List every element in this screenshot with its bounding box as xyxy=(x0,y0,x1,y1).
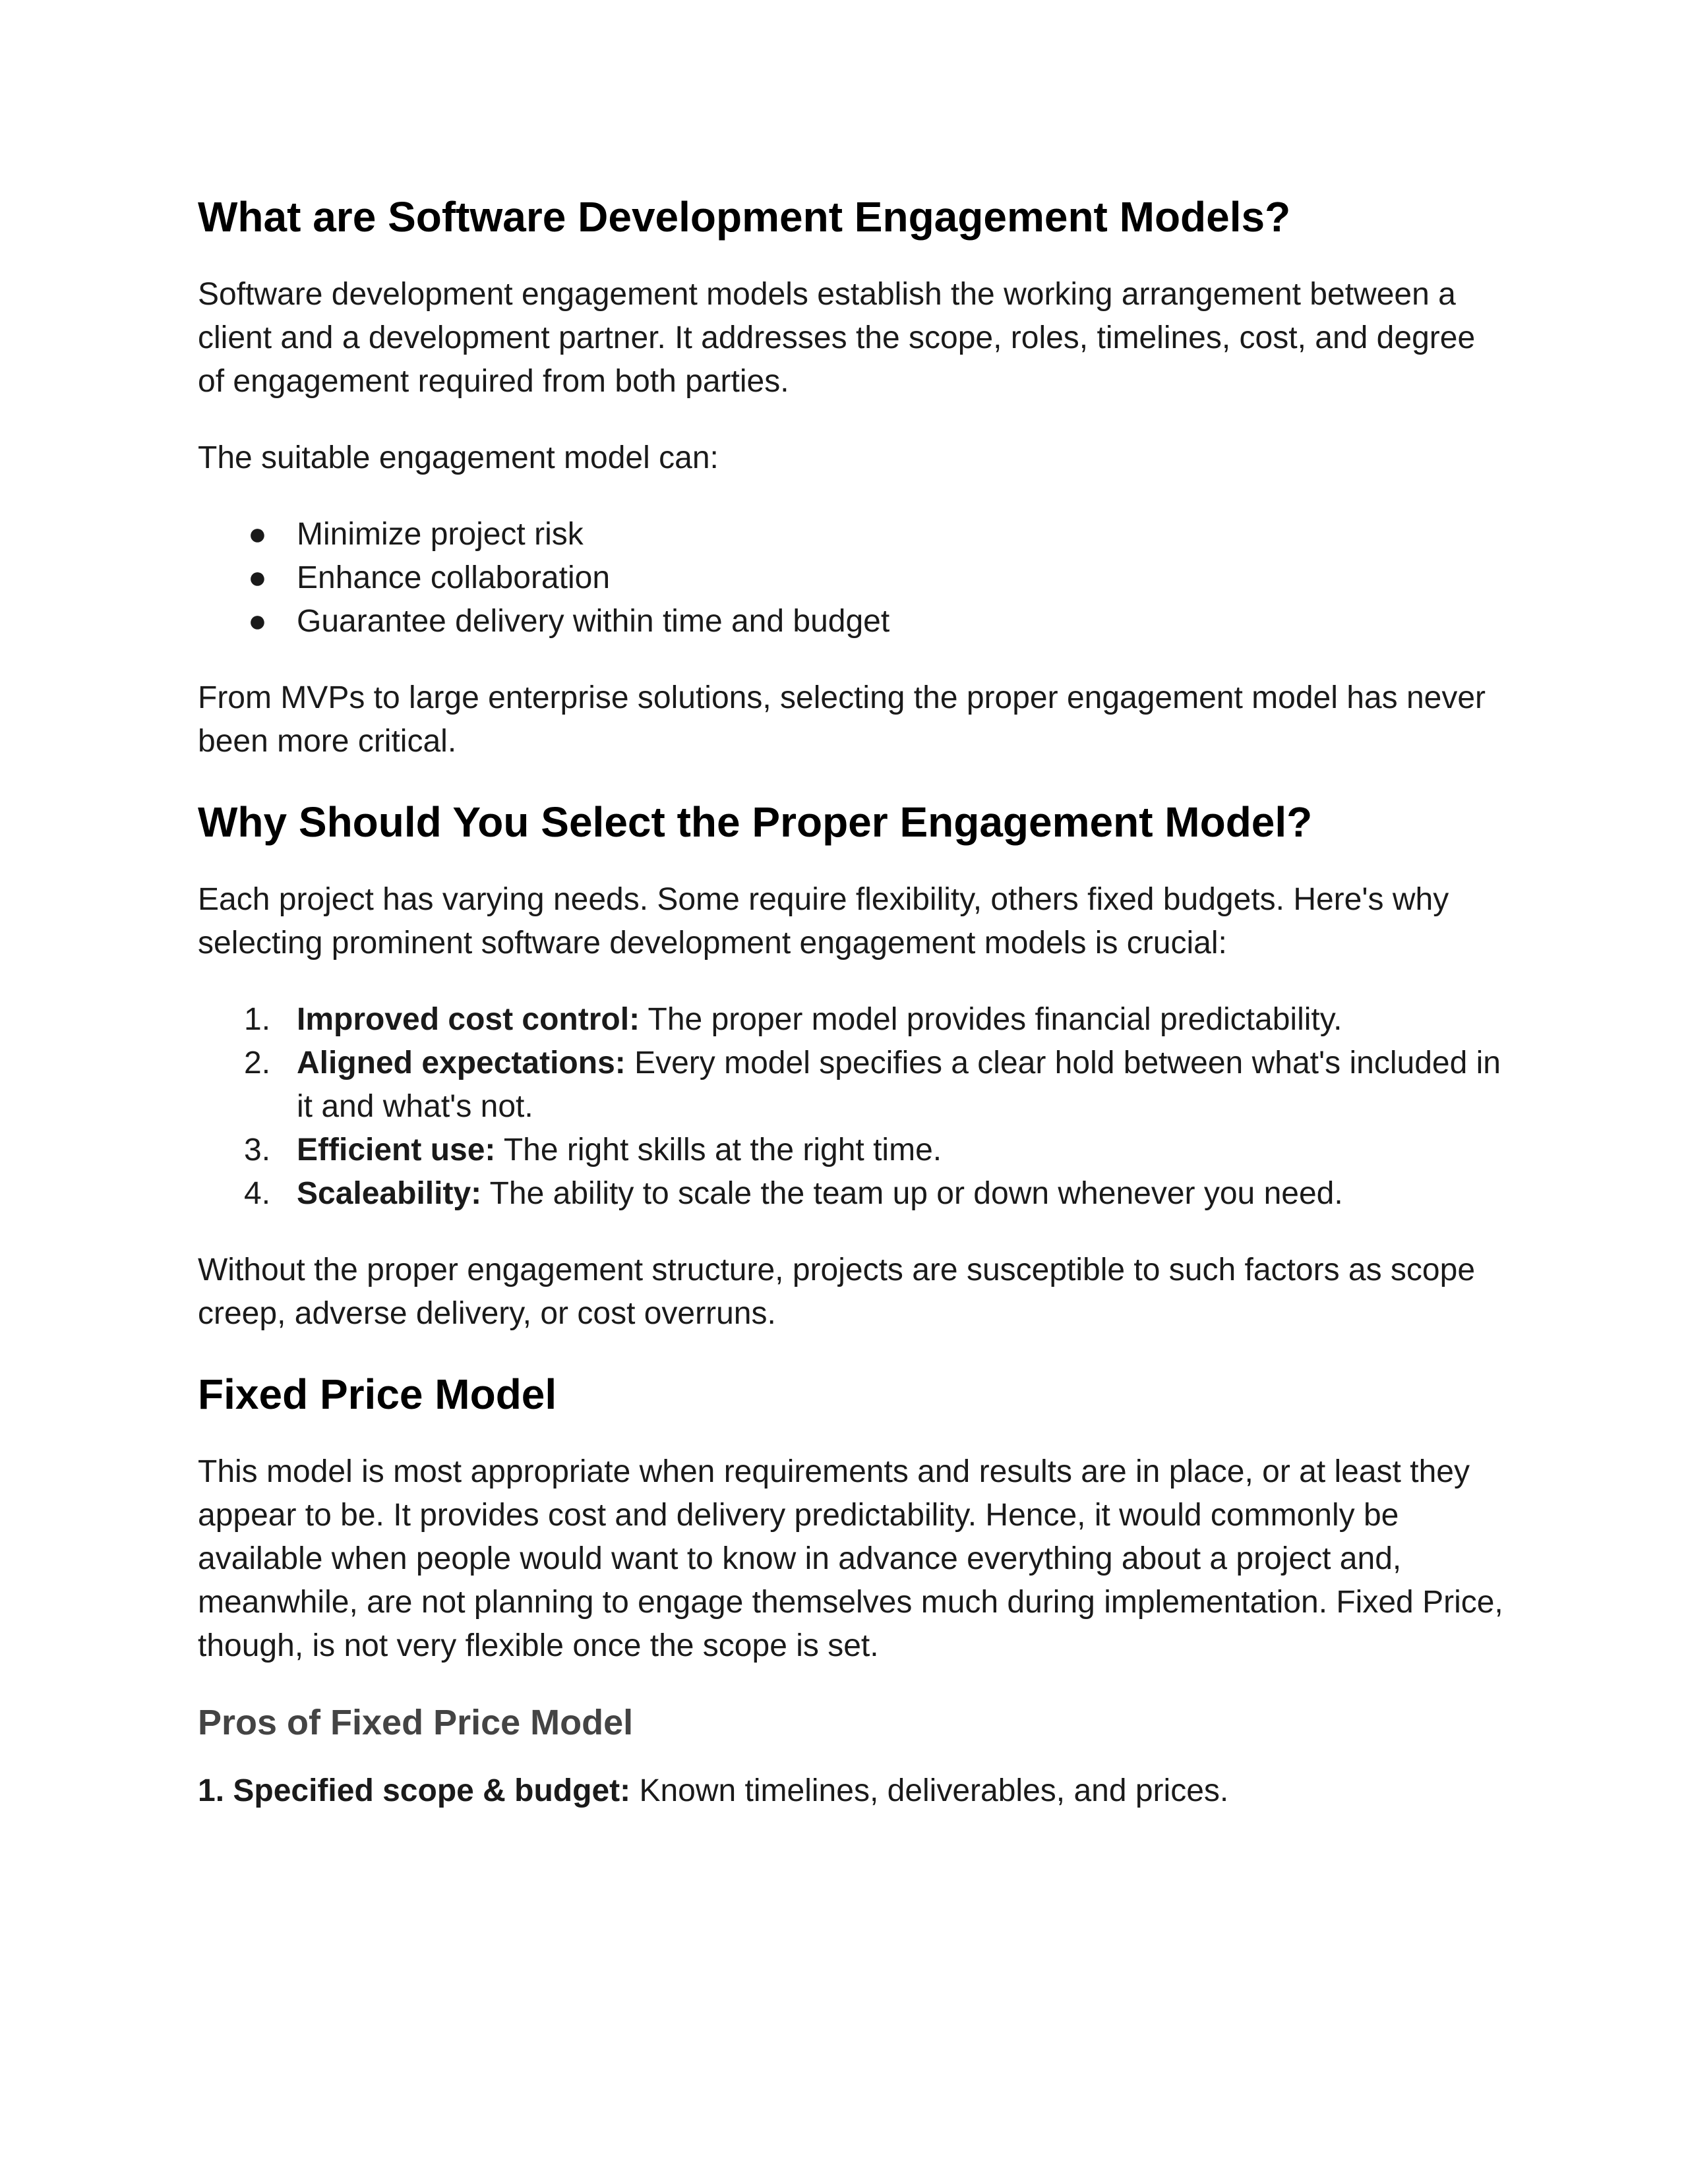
paragraph-mvps: From MVPs to large enterprise solutions, selecting the proper engagement model has never been more critical. xyxy=(198,680,1486,759)
benefits-bullet-list xyxy=(198,513,1503,643)
paragraph-suitable-model: The suitable engagement model can: xyxy=(198,440,719,475)
paragraph-definition: Software development engagement models establish the working arrangement between a client and a development partner. It addresses the scope, roles, timelines, cost, and degree of engagement required from both parties. xyxy=(198,277,1476,399)
section-heading-fixed-price: Fixed Price Model xyxy=(198,1371,557,1418)
list-item-text: The ability to scale the team up or down whenever you need. xyxy=(481,1176,1343,1211)
list-item-text: Guarantee delivery within time and budget xyxy=(297,604,890,639)
list-item-text: Enhance collaboration xyxy=(297,560,611,595)
list-number: 2. xyxy=(244,1046,271,1080)
paragraph-varying-needs: Each project has varying needs. Some require flexibility, others fixed budgets. Here's why selecting prominent software development engagement models is crucial: xyxy=(198,882,1449,960)
paragraph-pro-1 xyxy=(198,1769,1503,1813)
bullet-icon: ● xyxy=(248,517,267,552)
list-item xyxy=(198,998,1503,1042)
pro-1-text: Known timelines, deliverables, and prices. xyxy=(630,1773,1229,1808)
list-item-text: Every model specifies a clear hold between what's included in it and what's not. xyxy=(297,1046,1501,1124)
reasons-numbered-list xyxy=(198,998,1503,1216)
list-item-bold: Scaleability: xyxy=(297,1176,482,1211)
section-heading-why-select: Why Should You Select the Proper Engagement Model? xyxy=(198,798,1313,846)
list-item-bold: Improved cost control: xyxy=(297,1002,640,1037)
list-item-text: The proper model provides financial predictability. xyxy=(640,1002,1342,1037)
list-item xyxy=(198,556,1503,600)
list-item-bold: Efficient use: xyxy=(297,1133,496,1167)
list-item xyxy=(198,513,1503,556)
bullet-icon: ● xyxy=(248,604,267,639)
list-item xyxy=(198,600,1503,643)
list-item xyxy=(198,1172,1503,1216)
subheading-pros-fixed-price: Pros of Fixed Price Model xyxy=(198,1703,634,1742)
list-number: 3. xyxy=(244,1133,271,1167)
section-heading-engagement-models: What are Software Development Engagement Models? xyxy=(198,193,1291,241)
paragraph-without-structure: Without the proper engagement structure, projects are susceptible to such factors as scope creep, adverse delivery, or cost overruns. xyxy=(198,1253,1476,1331)
list-item xyxy=(198,1042,1503,1129)
list-number: 4. xyxy=(244,1176,271,1211)
bullet-icon: ● xyxy=(248,560,267,595)
list-item xyxy=(198,1129,1503,1172)
document-page xyxy=(198,191,1503,1846)
pro-1-bold: 1. Specified scope & budget: xyxy=(198,1773,631,1808)
list-number: 1. xyxy=(244,1002,271,1037)
paragraph-fixed-price: This model is most appropriate when requirements and results are in place, or at least they appear to be. It provides cost and delivery predictability. Hence, it would commonly be available when people would want to know in advance everything about a project and, meanwhile, are not planning to engage themselves much during implementation. Fixed Price, though, is not very flexible once the scope is set. xyxy=(198,1454,1503,1663)
list-item-text: Minimize project risk xyxy=(297,517,584,552)
list-item-bold: Aligned expectations: xyxy=(297,1046,626,1080)
list-item-text: The right skills at the right time. xyxy=(495,1133,942,1167)
